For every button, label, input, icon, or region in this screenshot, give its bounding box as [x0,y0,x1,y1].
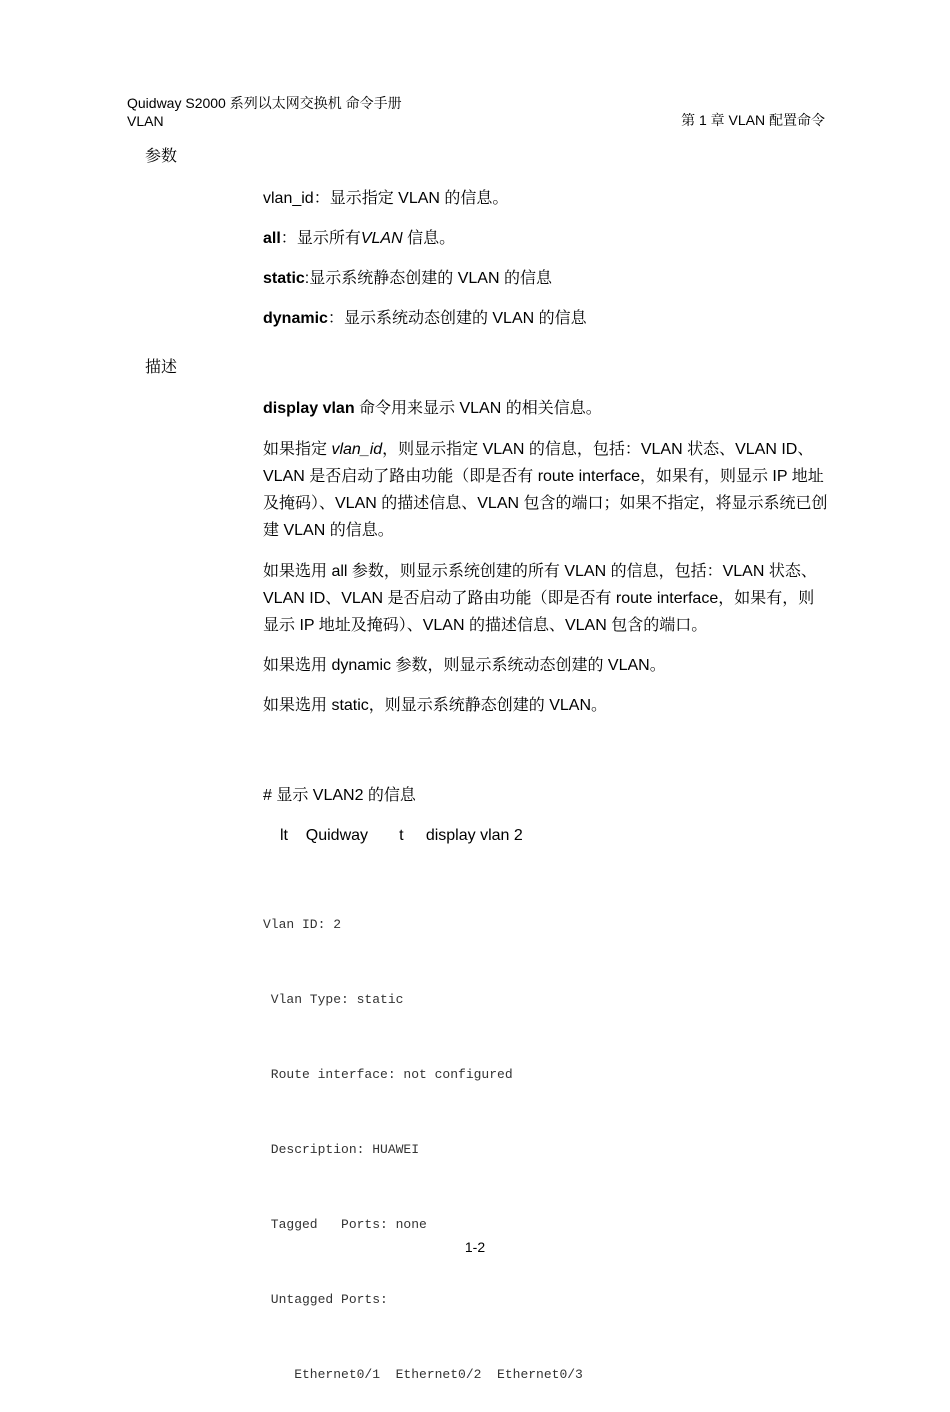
description-para-4: 如果选用 dynamic 参数，则显示系统动态创建的 VLAN。 [263,657,666,674]
param-dynamic: dynamic：显示系统动态创建的 VLAN 的信息 [263,310,587,327]
description-para-1: display vlan 命令用来显示 VLAN 的相关信息。 [263,400,602,417]
code-line: Route interface: not configured [263,1067,513,1082]
example-heading: # 显示 VLAN2 的信息 [263,787,416,804]
example-command: lt Quidway t display vlan 2 [280,827,523,844]
code-line: Description: HUAWEI [263,1142,420,1157]
param-all: all：显示所有VLAN 信息。 [263,230,456,247]
code-line: Vlan Type: static [263,992,404,1007]
code-line: Tagged Ports: none [263,1217,427,1232]
code-line: Vlan ID: 2 [263,917,342,932]
page-number: 1-2 [464,1239,486,1255]
description-para-5: 如果选用 static，则显示系统静态创建的 VLAN。 [263,697,608,714]
params-title: 参数 [145,148,178,165]
description-title: 描述 [145,359,178,376]
code-output [263,862,583,1412]
code-line: Ethernet0/1 Ethernet0/2 Ethernet0/3 [263,1367,583,1382]
header-subtitle: VLAN [127,113,164,129]
param-static: static:显示系统静态创建的 VLAN 的信息 [263,270,552,287]
code-line: Untagged Ports: [263,1292,388,1307]
param-vlan-id: vlan_id：显示指定 VLAN 的信息。 [263,190,509,207]
header-chapter: 第 1 章 VLAN 配置命令 [681,112,825,128]
header-title: Quidway S2000 系列以太网交换机 命令手册 [127,95,402,111]
description-para-2: 如果指定 vlan_id，则显示指定 VLAN 的信息，包括：VLAN 状态、VLAN ID、VLAN 是否启动了路由功能（即是否有 route interface，如果有，则显示 IP 地址及掩码）、VLAN 的描述信息、VLAN 包含的端口；如果不指定，将显示系统已创建 VLAN 的信息。 [263,441,828,539]
description-para-3: 如果选用 all 参数，则显示系统创建的所有 VLAN 的信息，包括：VLAN 状态、VLAN ID、VLAN 是否启动了路由功能（即是否有 route interface，如果有，则显示 IP 地址及掩码）、VLAN 的描述信息、VLAN 包含的端口。 [263,563,817,634]
